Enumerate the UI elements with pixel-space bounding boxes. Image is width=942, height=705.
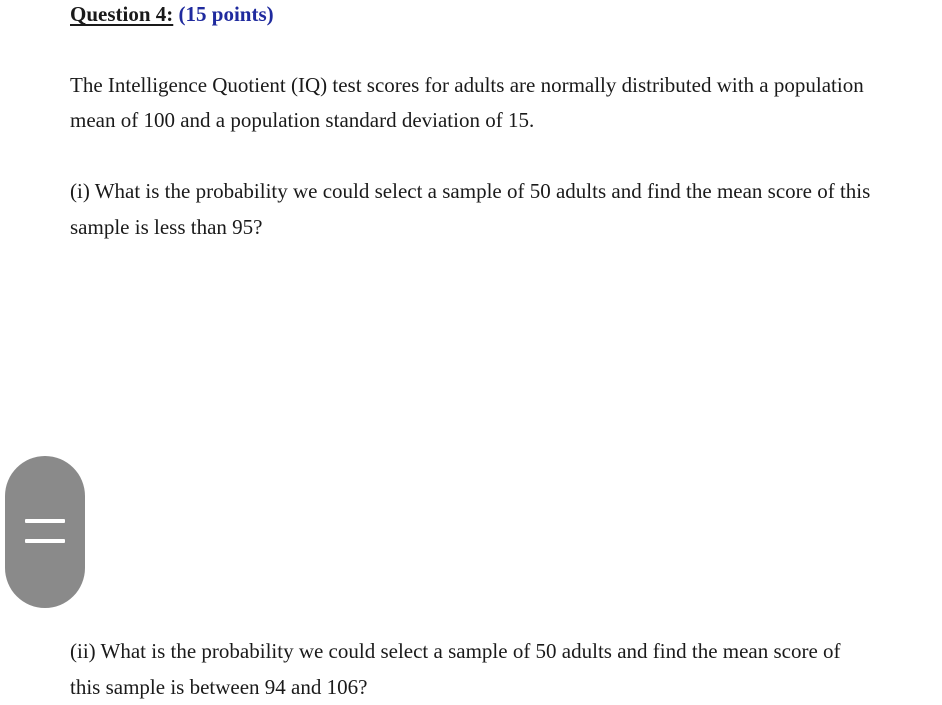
- intro-line-1: The Intelligence Quotient (IQ) test scores for adults are normally distributed with a population: [70, 73, 864, 97]
- part-ii-line-1: (ii) What is the probability we could select a sample of 50 adults and find the mean score of: [70, 639, 841, 663]
- part-i-line-1: (i) What is the probability we could select a sample of 50 adults and find the mean score of this: [70, 179, 871, 203]
- drag-handle[interactable]: [5, 456, 85, 608]
- intro-line-2: mean of 100 and a population standard deviation of 15.: [70, 108, 535, 132]
- part-i-line-2: sample is less than 95?: [70, 215, 263, 239]
- handle-bar-top: [25, 519, 65, 523]
- handle-bar-bottom: [25, 539, 65, 543]
- question-label: Question 4:: [70, 2, 174, 26]
- question-heading: [70, 2, 274, 27]
- part-ii-line-2: this sample is between 94 and 106?: [70, 675, 368, 699]
- drag-handle-icon: [25, 519, 65, 545]
- question-points: (15 points): [178, 2, 274, 26]
